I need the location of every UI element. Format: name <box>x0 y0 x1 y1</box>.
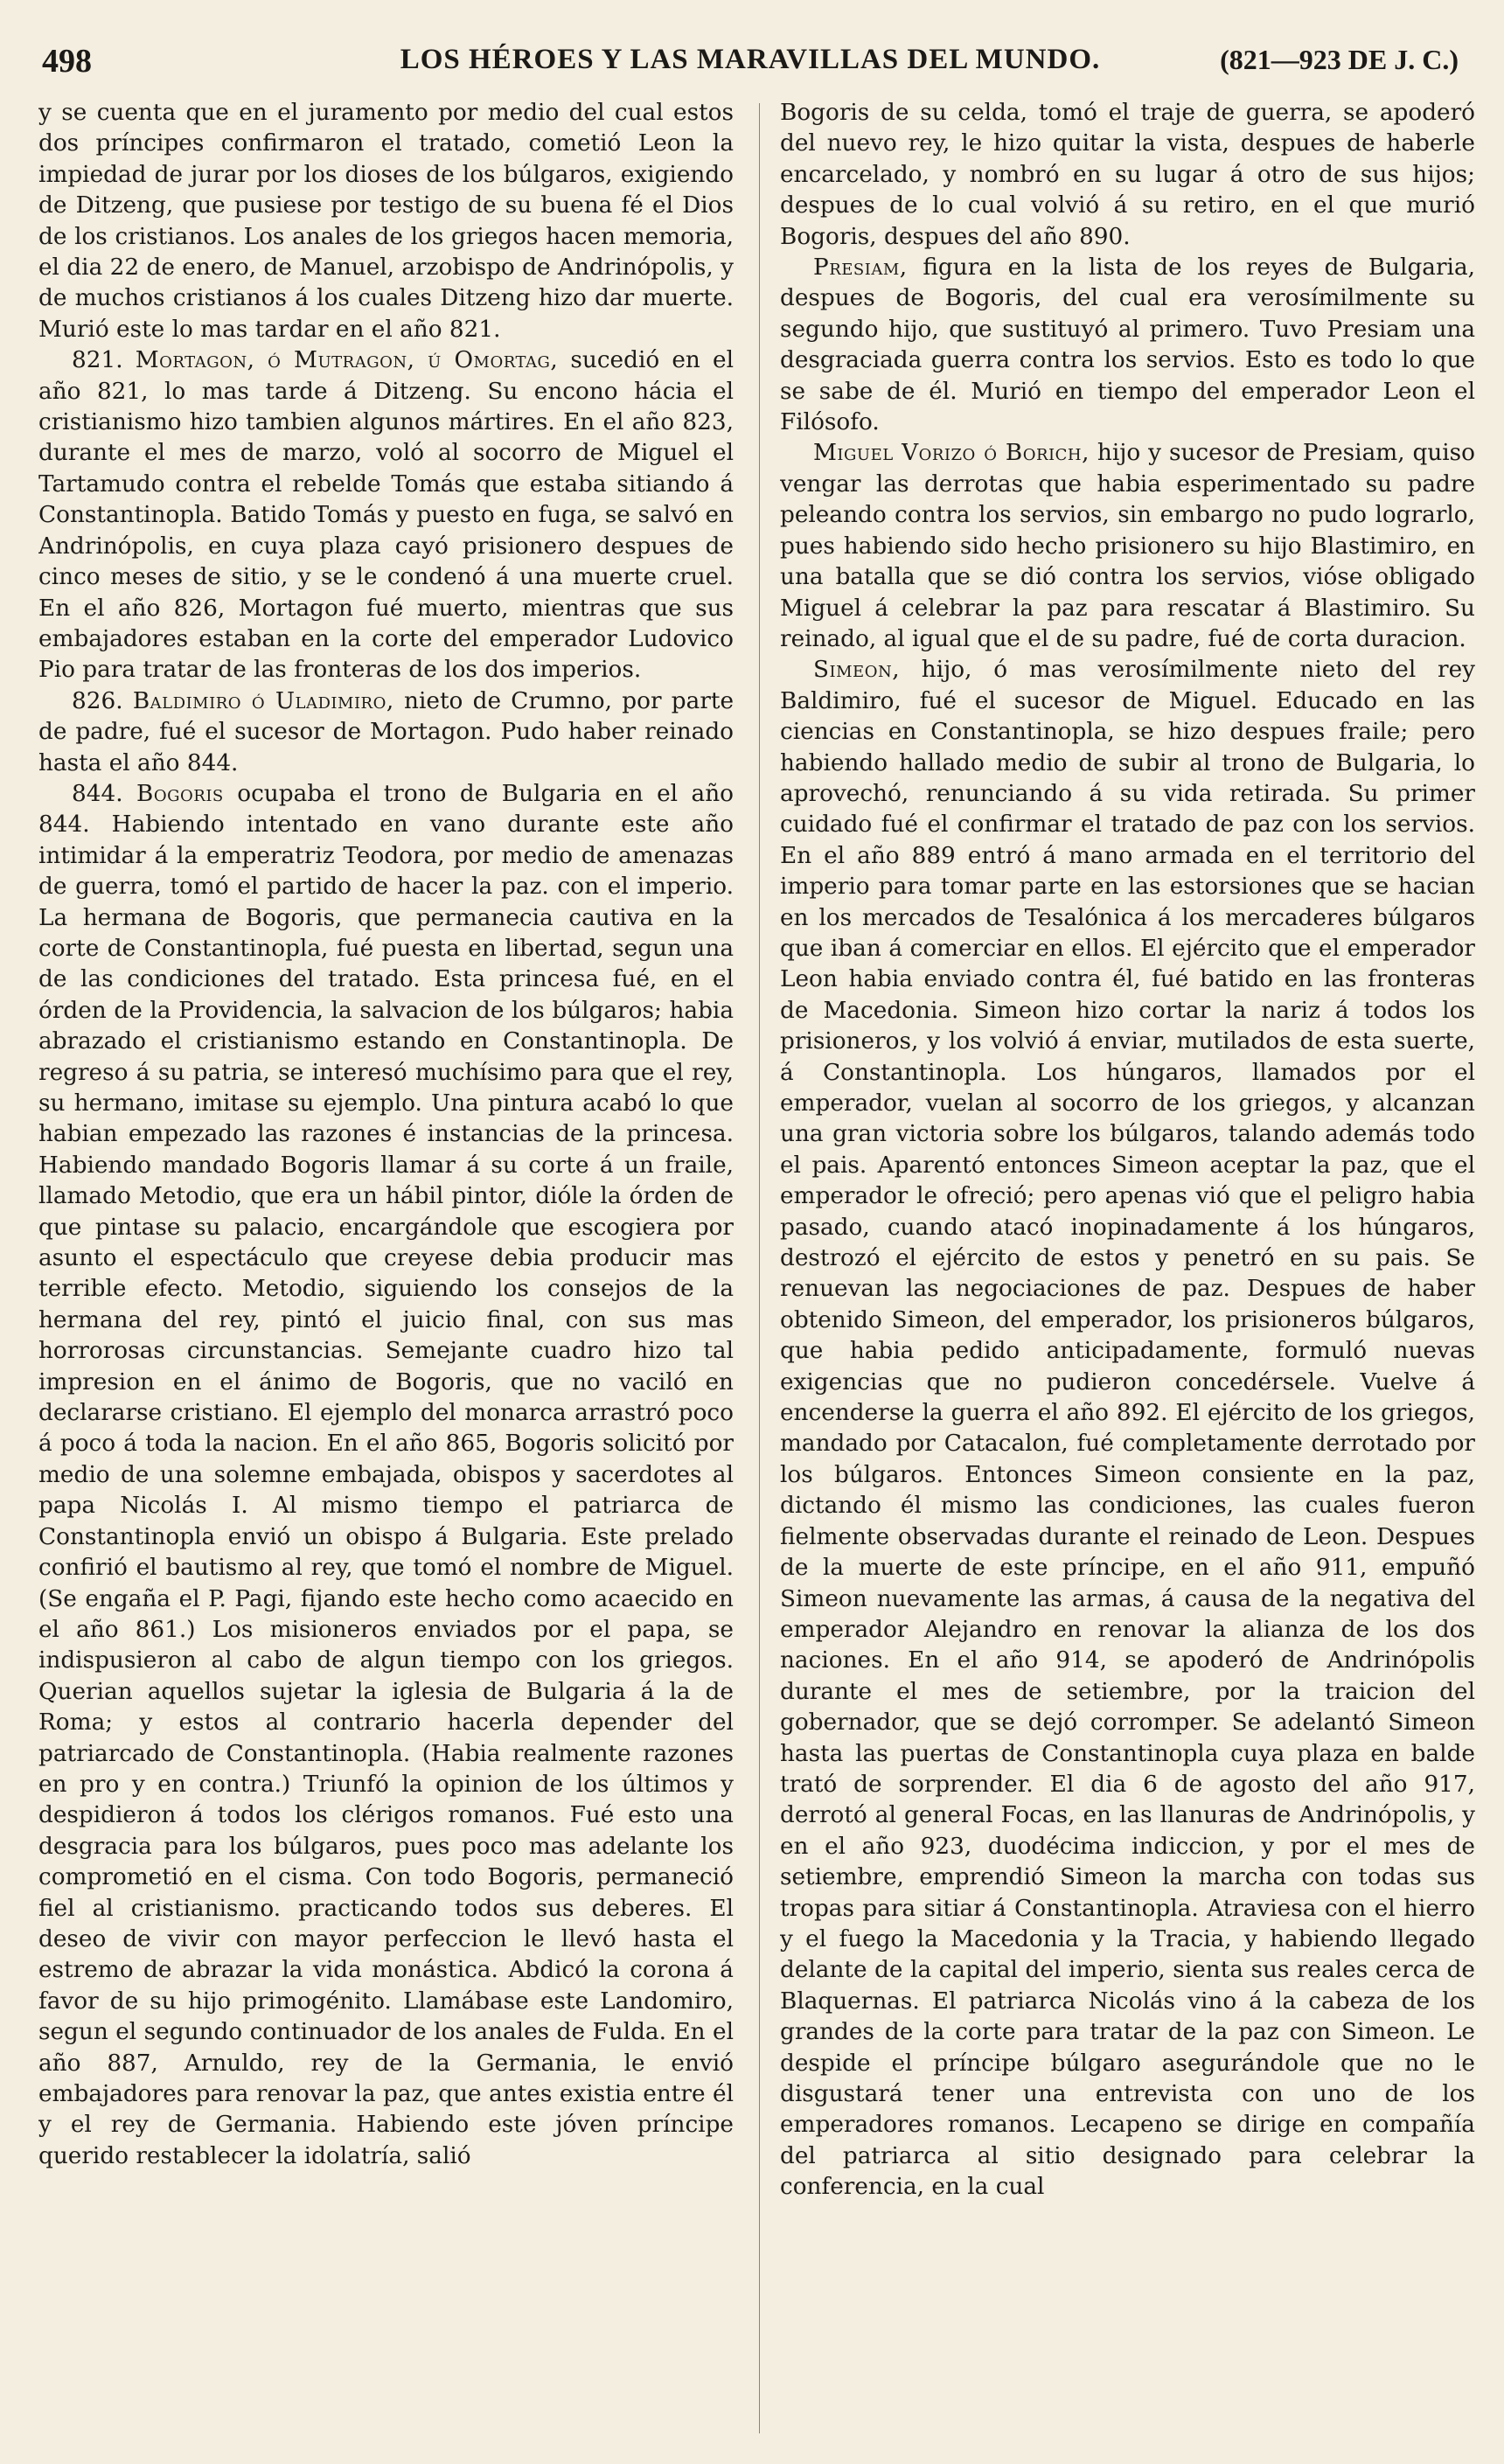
page-number: 498 <box>42 43 92 80</box>
page-header <box>42 42 1459 89</box>
running-title: LOS HÉROES Y LAS MARAVILLAS DEL MUNDO. <box>400 44 1101 75</box>
paragraph-bogoris-end: Bogoris de su celda, tomó el traje de guerra, se apoderó del nuevo rey, le hizo quitar la vista, despues de haberle encarcelado, y nombró en su lugar á otro de sus hijos; despues de lo cual volvió á su retiro, en el que murió Bogoris, despues del año 890. <box>780 100 1475 250</box>
date-range: (821—923 DE J. C.) <box>1220 44 1459 75</box>
ruler-name: Simeon, <box>813 657 901 684</box>
column-divider <box>759 103 760 2433</box>
ruler-name: Baldimiro ó Uladimiro, <box>132 687 394 714</box>
paragraph-baldimiro: 826. Baldimiro ó Uladimiro, nieto de Crumno, por parte de padre, fué el sucesor de Mortagon. Pudo haber reinado hasta el año 844. <box>38 687 734 776</box>
right-column <box>780 98 1475 2450</box>
ruler-name: Miguel Vorizo ó Borich, <box>813 440 1090 467</box>
ruler-name: Bogoris <box>136 780 224 807</box>
entry-year: 826. <box>72 687 123 714</box>
ruler-name: Mortagon, ó Mutragon, ú Omortag, <box>135 347 559 374</box>
paragraph-presiam: Presiam, figura en la lista de los reyes de Bulgaria, despues de Bogoris, del cual era verosímilmente su segundo hijo, que sustituyó al primero. Tuvo Presiam una desgraciada guerra contra los servios. Esto es todo lo que se sabe de él. Murió en tiempo del emperador Leon el Filósofo. <box>780 254 1475 436</box>
paragraph-ditzeng-end: y se cuenta que en el juramento por medio del cual estos dos príncipes confirmaron el tratado, cometió Leon la impiedad de jurar por los dioses de los búlgaros, exigiendo de Ditzeng, que pusiese por testigo de su buena fé el Dios de los cristianos. Los anales de los griegos hacen memoria, el dia 22 de enero, de Manuel, arzobispo de Andrinópolis, y de muchos cristianos á los cuales Ditzeng hizo dar muerte. Murió este lo mas tardar en el año 821. <box>38 100 734 343</box>
entry-year: 821. <box>72 347 123 374</box>
paragraph-mortagon: 821. Mortagon, ó Mutragon, ú Omortag, sucedió en el año 821, lo mas tarde á Ditzeng. Su encono hácia el cristianismo hizo tambien algunos mártires. En el año 823, durante el mes de marzo, voló al socorro de Miguel el Tartamudo contra el rebelde Tomás que estaba sitiando á Constantinopla. Batido Tomás y puesto en fuga, se salvó en Andrinópolis, en cuya plaza cayó prisionero despues de cinco meses de sitio, y se le condenó á una muerte cruel. En el año 826, Mortagon fué muerto, mientras que sus embajadores estaban en la corte del emperador Ludovico Pio para tratar de las fronteras de los dos imperios. <box>38 347 734 684</box>
left-column <box>38 98 734 2450</box>
entry-year: 844. <box>72 780 123 807</box>
paragraph-miguel-vorizo: Miguel Vorizo ó Borich, hijo y sucesor de Presiam, quiso vengar las derrotas que habia esperimentado su padre peleando contra los servios, sin embargo no pudo lograrlo, pues habiendo sido hecho prisionero su hijo Blastimiro, en una batalla que se dió contra los servios, vióse obligado Miguel á celebrar la paz para rescatar á Blastimiro. Su reinado, al igual que el de su padre, fué de corta duracion. <box>780 440 1475 652</box>
paragraph-simeon: Simeon, hijo, ó mas verosímilmente nieto del rey Baldimiro, fué el sucesor de Miguel. Educado en las ciencias en Constantinopla, se hizo despues fraile; pero habiendo hallado medio de subir al trono de Bulgaria, lo aprovechó, renunciando á su vida retirada. Su primer cuidado fué el confirmar el tratado de paz con los servios. En el año 889 entró á mano armada en el territorio del imperio para tomar parte en las estorsiones que se hacian en los mercados de Tesalónica á los mercaderes búlgaros que iban á comerciar en ellos. El ejército que el emperador Leon habia enviado contra él, fué batido en las fronteras de Macedonia. Simeon hizo cortar la nariz á todos los prisioneros, y los volvió á enviar, mutilados de esta suerte, á Constantinopla. Los húngaros, llamados por el emperador, vuelan al socorro de los griegos, y alcanzan una gran victoria sobre los búlgaros, talando además todo el pais. Aparentó entonces Simeon aceptar la paz, que el emperador le ofreció; pero apenas vió que el peligro habia pasado, cuando atacó inopinadamente á los húngaros, destrozó el ejército de estos y penetró en su pais. Se renuevan las negociaciones de paz. Despues de haber obtenido Simeon, del emperador, los prisioneros búlgaros, que habia pedido anticipadamente, formuló nuevas exigencias que no pudieron concedérsele. Vuelve á encenderse la guerra el año 892. El ejército de los griegos, mandado por Catacalon, fué completamente derrotado por los búlgaros. Entonces Simeon consiente en la paz, dictando él mismo las condiciones, las cuales fueron fielmente observadas durante el reinado de Leon. Despues de la muerte de este príncipe, en el año 911, empuñó Simeon nuevamente las armas, á causa de la negativa del emperador Alejandro en renovar la alianza de los dos naciones. En el año 914, se apoderó de Andrinópolis durante el mes de setiembre, por la traicion del gobernador, que se dejó corromper. Se adelantó Simeon hasta las puertas de Constantinopla cuya plaza en balde trató de sorprender. El dia 6 de agosto del año 917, derrotó al general Focas, en las llanuras de Andrinópolis, y en el año 923, duodécima indiccion, y por el mes de setiembre, emprendió Simeon la marcha con todas sus tropas para sitiar á Constantinopla. Atraviesa con el hierro y el fuego la Macedonia y la Tracia, y habiendo llegado delante de la capital del imperio, sienta sus reales cerca de Blaquernas. El patriarca Nicolás vino á la cabeza de los grandes de la corte para tratar de la paz con Simeon. Le despide el príncipe búlgaro asegurándole que no le disgustará tener una entrevista con uno de los emperadores romanos. Lecapeno se dirige en compañía del patriarca al sitio designado para celebrar la conferencia, en la cual <box>780 657 1475 2201</box>
paragraph-bogoris: 844. Bogoris ocupaba el trono de Bulgaria en el año 844. Habiendo intentado en vano durante este año intimidar á la emperatriz Teodora, por medio de amenazas de guerra, tomó el partido de hacer la paz. con el imperio. La hermana de Bogoris, que permanecia cautiva en la corte de Constantinopla, fué puesta en libertad, segun una de las condiciones del tratado. Esta princesa fué, en el órden de la Providencia, la salvacion de los búlgaros; habia abrazado el cristianismo estando en Constantinopla. De regreso á su patria, se interesó muchísimo para que el rey, su hermano, imitase su ejemplo. Una pintura acabó lo que habian empezado las razones é instancias de la princesa. Habiendo mandado Bogoris llamar á su corte á un fraile, llamado Metodio, que era un hábil pintor, dióle la órden de que pintase su palacio, encargándole que escogiera por asunto el espectáculo que creyese debia producir mas terrible efecto. Metodio, siguiendo los consejos de la hermana del rey, pintó el juicio final, con sus mas horrorosas circunstancias. Semejante cuadro hizo tal impresion en el ánimo de Bogoris, que no vaciló en declararse cristiano. El ejemplo del monarca arrastró poco á poco á toda la nacion. En el año 865, Bogoris solicitó por medio de una solemne embajada, obispos y sacerdotes al papa Nicolás I. Al mismo tiempo el patriarca de Constantinopla envió un obispo á Bulgaria. Este prelado confirió el bautismo al rey, que tomó el nombre de Miguel. (Se engaña el P. Pagi, fijando este hecho como acaecido en el año 861.) Los misioneros enviados por el papa, se indispusieron al cabo de algun tiempo con los griegos. Querian aquellos sujetar la iglesia de Bulgaria á la de Roma; y estos al contrario hacerla depender del patriarcado de Constantinopla. (Habia realmente razones en pro y en contra.) Triunfó la opinion de los últimos y despidieron á todos los clérigos romanos. Fué esto una desgracia para los búlgaros, pues poco mas adelante los comprometió en el cisma. Con todo Bogoris, permaneció fiel al cristianismo. practicando todos sus deberes. El deseo de vivir con mayor perfeccion le llevó hasta el estremo de abrazar la vida monástica. Abdicó la corona á favor de su hijo primogénito. Llamábase este Landomiro, segun el segundo continuador de los anales de Fulda. En el año 887, Arnuldo, rey de la Germania, le envió embajadores para renovar la paz, que antes existia entre él y el rey de Germania. Habiendo este jóven príncipe querido restablecer la idolatría, salió <box>38 780 734 2169</box>
ruler-name: Presiam, <box>813 254 908 282</box>
